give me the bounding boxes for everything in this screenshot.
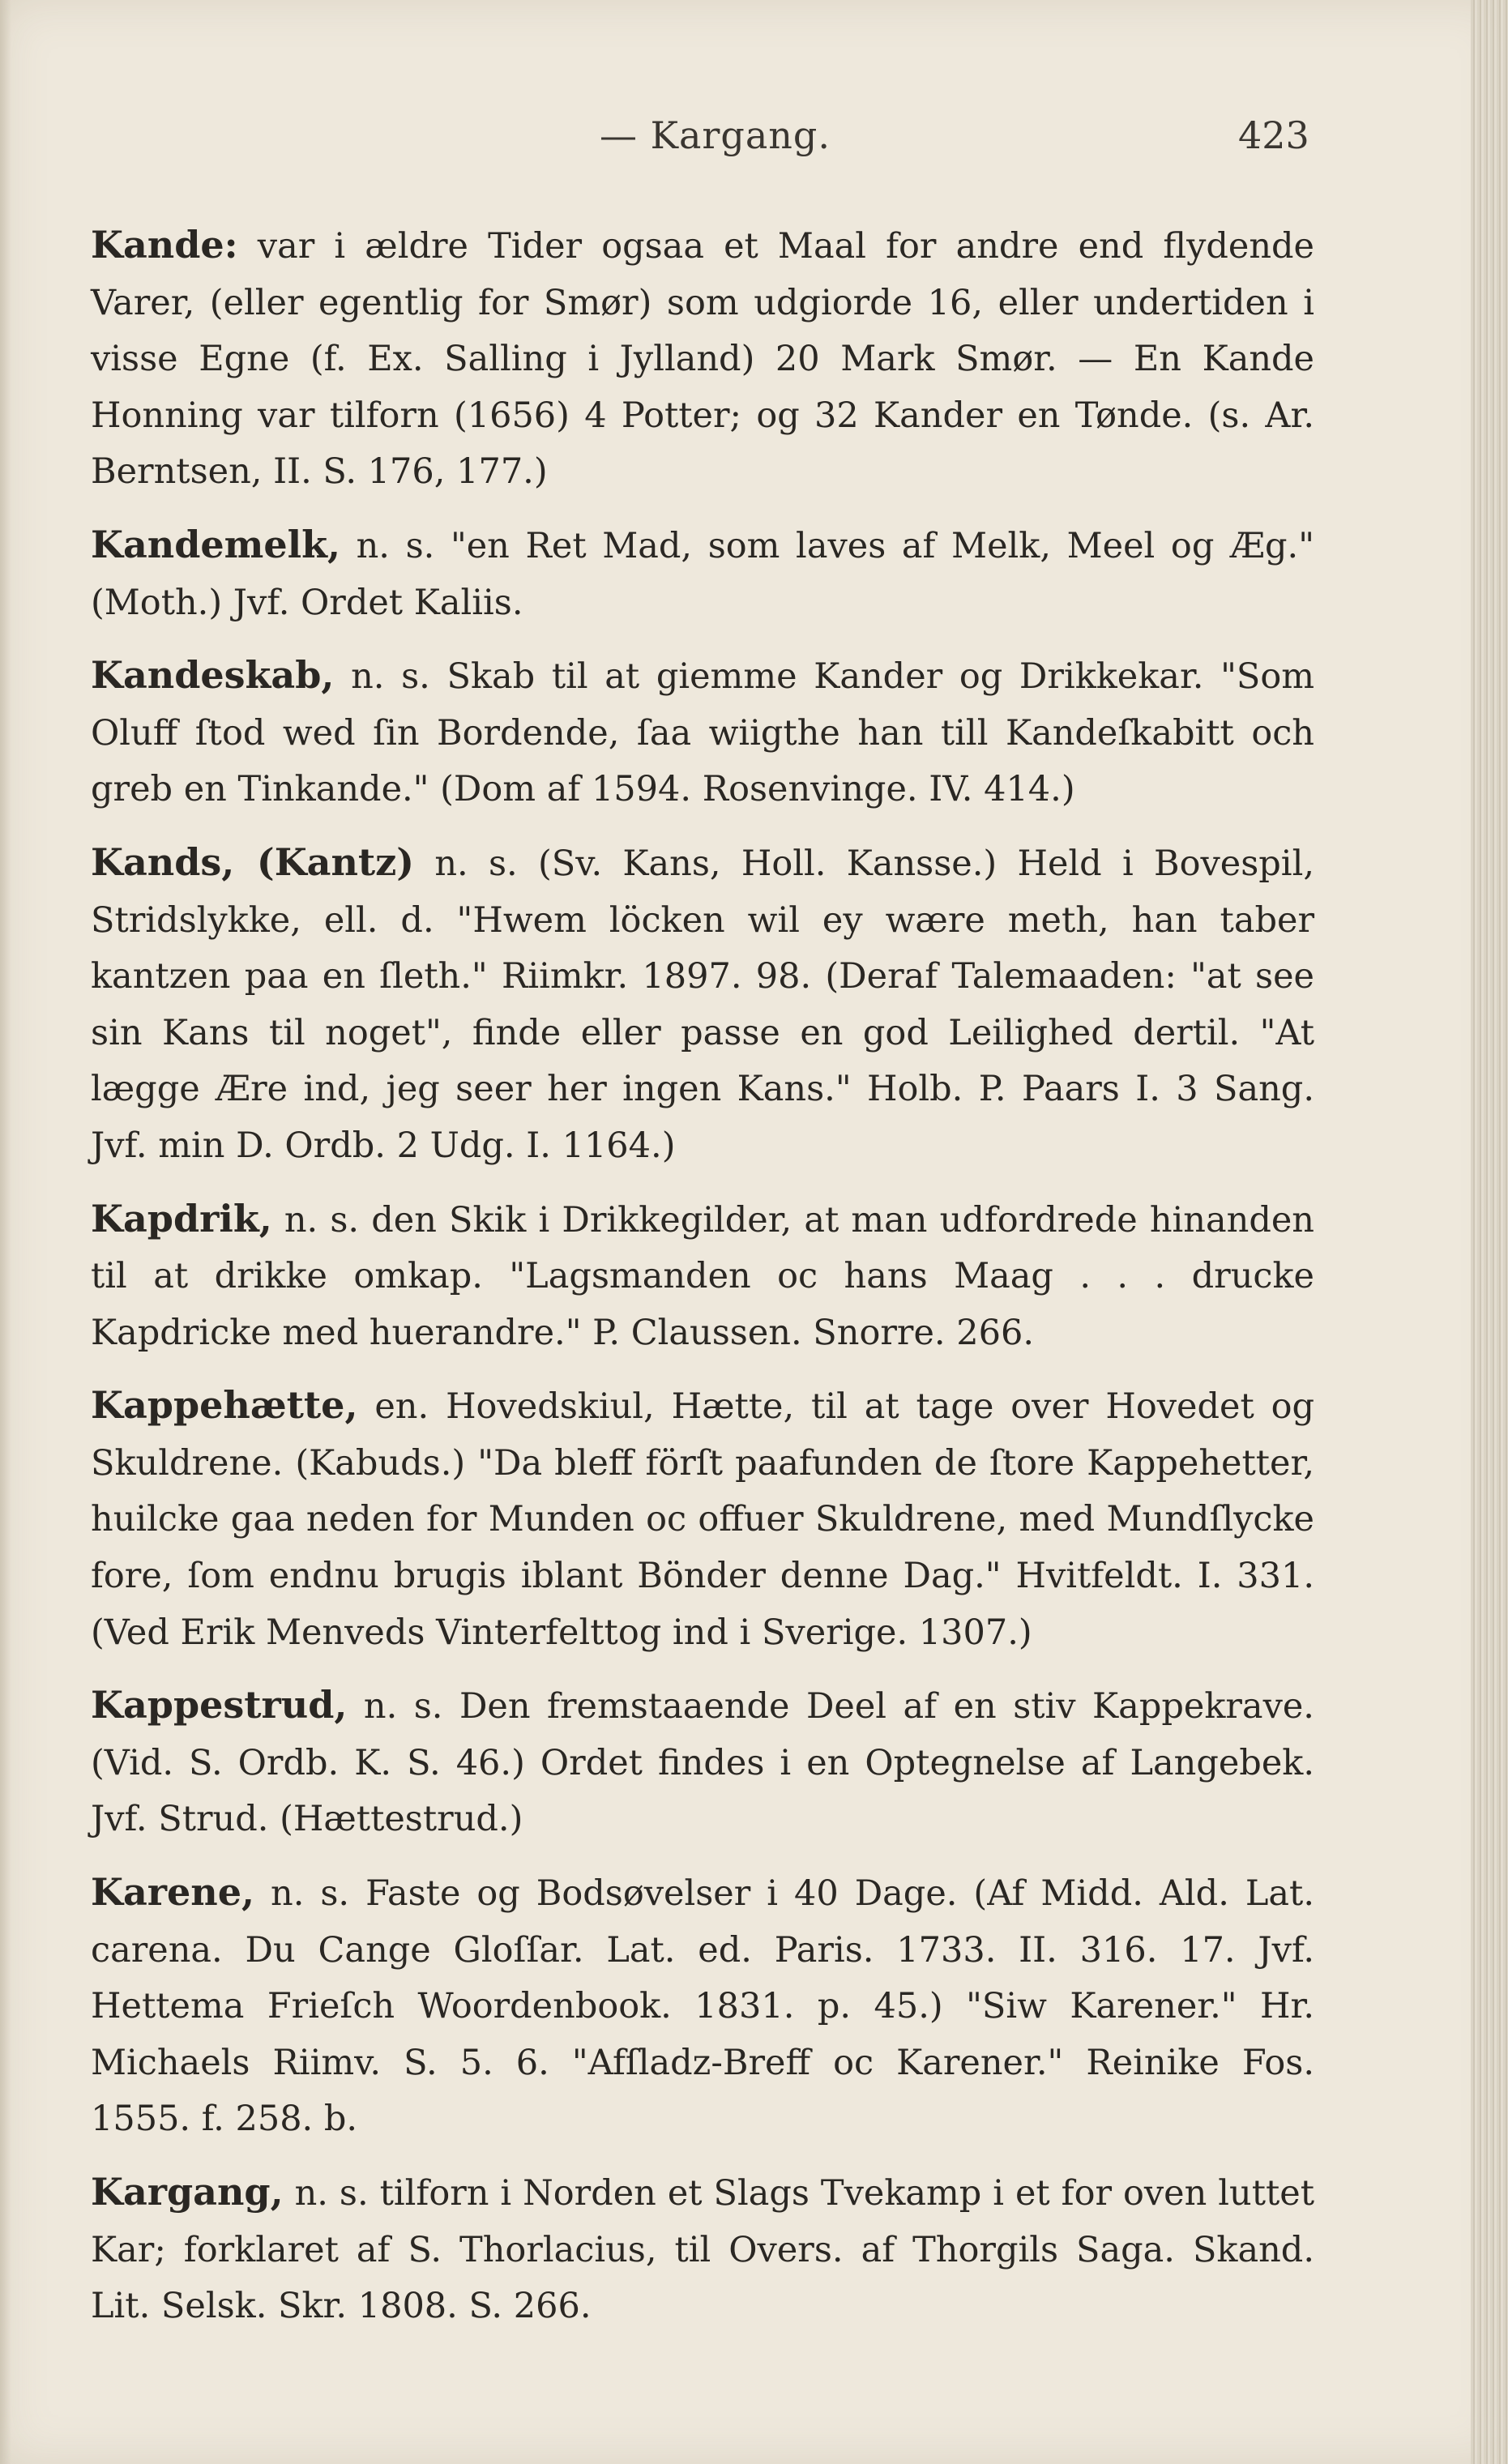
entry-headword: Kargang, (91, 2170, 284, 2214)
dictionary-entry (91, 1191, 1314, 1362)
entry-grammar: n. s. (294, 2173, 369, 2214)
page-left-edge (0, 0, 11, 2464)
dictionary-entry (91, 217, 1314, 501)
entry-headword: Kappehætte, (91, 1383, 358, 1428)
dictionary-entry (91, 1864, 1314, 2148)
page-number: 423 (1238, 113, 1309, 157)
entry-text: Hovedskiul, Hætte, til at tage over Hovedet og Skuldrene. (Kabuds.) "Da bleff förſt paafunden de ſtore Kappehetter, huilcke gaa neden for Munden oc offuer Skuldrene, med Mundſlycke fore, ſom endnu brugis iblant Bönder denne Dag." Hvitfeldt. I. 331. (Ved Erik Menveds Vinterfelttog ind i Sverige. 1307.) (91, 1386, 1315, 1653)
dictionary-entry (91, 517, 1314, 631)
dictionary-entry (91, 1377, 1314, 1661)
book-spine-edge (1471, 0, 1508, 2464)
entry-headword: Kandeskab, (91, 653, 335, 698)
page-header (0, 113, 1508, 162)
entry-text: tilforn i Norden et Slags Tvekamp i et for oven luttet Kar; forklaret af S. Thorlacius, til Overs. af Thorgils Saga. Skand. Lit. Selsk. Skr. 1808. S. 266. (91, 2173, 1315, 2327)
entry-text: Skab til at giemme Kander og Drikkekar. "Som Oluff ſtod wed ſin Bordende, ſaa wiigthe han till Kandeſkabitt och greb en Tinkande." (Dom af 1594. Rosenvinge. IV. 414.) (91, 656, 1314, 810)
dictionary-body (91, 217, 1314, 2351)
entry-grammar: n. s. (434, 843, 518, 884)
entry-headword: Kapdrik, (91, 1196, 272, 1241)
entry-grammar: n. s. (356, 525, 435, 566)
entry-text: (Sv. Kans, Holl. Kansse.) Held i Bovespil, Stridslykke, ell. d. "Hwem löcken wil ey wære meth, han taber kantzen paa en ſleth." Riimkr. 1897. 98. (Deraf Talemaaden: "at see sin Kans til noget", finde eller passe en god Leilighed dertil. "At lægge Ære ind, jeg seer her ingen Kans." Holb. P. Paars I. 3 Sang. Jvf. min D. Ordb. 2 Udg. I. 1164.) (91, 843, 1314, 1166)
entry-headword: Karene, (91, 1870, 255, 1915)
entry-text: "en Ret Mad, som laves af Melk, Meel og Æg." (Moth.) Jvf. Ordet Kaliis. (91, 525, 1314, 623)
dictionary-entry (91, 1677, 1314, 1848)
dictionary-entry (91, 647, 1314, 818)
entry-headword: Kandemelk, (91, 522, 340, 566)
running-head: — Kargang. (600, 113, 831, 157)
entry-grammar: n. s. (271, 1873, 350, 1915)
entry-headword: Kande: (91, 223, 238, 267)
entry-text: Den fremstaaende Deel af en stiv Kappekrave. (Vid. S. Ordb. K. S. 46.) Ordet findes i en Optegnelse af Langebek. Jvf. Strud. (Hættestrud.) (91, 1686, 1314, 1840)
dictionary-entry (91, 2164, 1314, 2335)
entry-text: den Skik i Drikkegilder, at man udfordrede hinanden til at drikke omkap. "Lagsmanden oc hans Maag . . . drucke Kapdricke med huerandre." P. Claussen. Snorre. 266. (91, 1199, 1314, 1353)
entry-grammar: n. s. (363, 1686, 443, 1727)
entry-grammar: en. (374, 1386, 429, 1428)
entry-headword: Kands, (Kantz) (91, 839, 415, 884)
dictionary-entry (91, 835, 1314, 1175)
entry-headword: Kappestrud, (91, 1683, 348, 1727)
entry-text: var i ældre Tider ogsaa et Maal for andre end flydende Varer, (eller egentlig for Smør) som udgiorde 16, eller undertiden i visse Egne (f. Ex. Salling i Jylland) 20 Mark Smør. — En Kande Honning var tilforn (1656) 4 Potter; og 32 Kander en Tønde. (s. Ar. Berntsen, II. S. 176, 177.) (91, 226, 1314, 493)
entry-grammar: n. s. (351, 656, 430, 698)
entry-grammar: n. s. (284, 1199, 360, 1241)
entry-text: Faste og Bodsøvelser i 40 Dage. (Af Midd. Ald. Lat. carena. Du Cange Gloſſar. Lat. ed. Paris. 1733. II. 316. 17. Jvf. Hettema Frieſch Woordenbook. 1831. p. 45.) "Siw Karener." Hr. Michaels Riimv. S. 5. 6. "Afſladz-Breff oc Karener." Reinike Fos. 1555. f. 258. b. (91, 1873, 1314, 2140)
